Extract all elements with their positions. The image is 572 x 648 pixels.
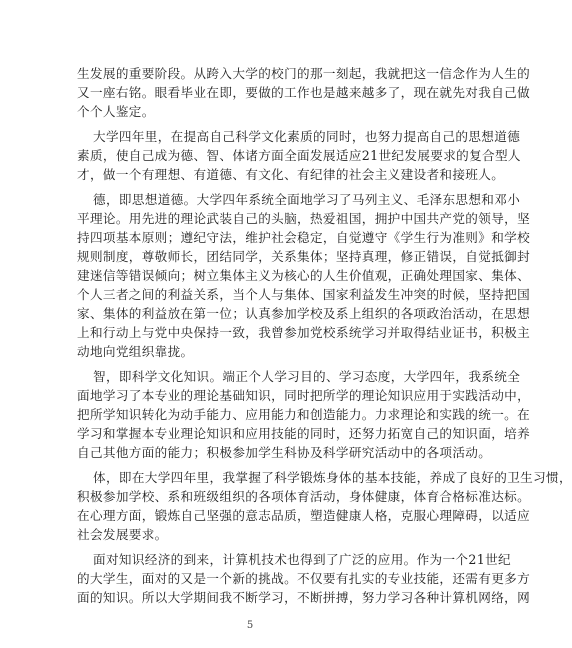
text-line: 学习和掌握本专业理论知识和应用技能的同时，还努力拓宽自己的知识面，培养 xyxy=(77,426,531,441)
text-line: 在心理方面，锻炼自己坚强的意志品质，塑造健康人格，克服心理障碍，以适应 xyxy=(77,508,531,523)
text-line: 素质，使自己成为德、智、体诸方面全面发展适应21世纪发展要求的复合型人 xyxy=(77,148,521,163)
text-line: 规则制度，尊敬师长，团结同学，关系集体；坚持真理，修正错误，自觉抵御封 xyxy=(77,249,531,264)
text-line: 个人三者之间的利益关系，当个人与集体、国家利益发生冲突的时候，坚持把国 xyxy=(77,287,531,302)
text-line: 才，做一个有理想、有道德、有文化、有纪律的社会主义建设者和接班人。 xyxy=(77,167,505,182)
text-line: 社会发展要求。 xyxy=(77,527,168,542)
text-line: 又一座右铭。眼看毕业在即，要做的工作也是越来越多了，现在就先对我自己做 xyxy=(77,85,531,100)
page-number: 5 xyxy=(246,620,254,631)
text-line: 建迷信等错误倾向；树立集体主义为核心的人生价值观，正确处理国家、集体、 xyxy=(77,268,531,283)
paragraph-first-line: 大学四年里，在提高自己科学文化素质的同时，也努力提高自己的思想道德 xyxy=(93,129,521,144)
text-line: 把所学知识转化为动手能力、应用能力和创造能力。力求理论和实践的统一。在 xyxy=(77,407,531,422)
text-line: 持四项基本原则；遵纪守法，维护社会稳定，自觉遵守《学生行为准则》和学校 xyxy=(77,230,531,245)
paragraph-first-line: 智，即科学文化知识。端正个人学习目的、学习态度，大学四年，我系统全 xyxy=(93,369,521,384)
text-line: 面地学习了本专业的理论基础知识，同时把所学的理论知识应用于实践活动中， xyxy=(77,388,531,403)
paragraph-first-line: 德，即思想道德。大学四年系统全面地学习了马列主义、毛泽东思想和邓小 xyxy=(93,192,521,207)
text-line: 动地向党组织靠拢。 xyxy=(77,344,194,359)
text-line: 积极参加学校、系和班级组织的各项体育活动，身体健康，体育合格标准达标。 xyxy=(77,489,531,504)
text-line: 面的知识。所以大学期间我不断学习，不断拼搏，努力学习各种计算机网络，网 xyxy=(77,590,531,605)
text-line: 个个人鉴定。 xyxy=(77,104,155,119)
text-line: 生发展的重要阶段。从跨入大学的校门的那一刻起，我就把这一信念作为人生的 xyxy=(77,66,531,81)
paragraph-first-line: 体，即在大学四年里，我掌握了科学锻炼身体的基本技能，养成了良好的卫生习惯， xyxy=(93,470,572,485)
text-line: 的大学生，面对的又是一个新的挑战。不仅要有扎实的专业技能，还需有更多方 xyxy=(77,571,531,586)
text-line: 家、集体的利益放在第一位；认真参加学校及系上组织的各项政治活动，在思想 xyxy=(77,306,531,321)
paragraph-first-line: 面对知识经济的到来，计算机技术也得到了广泛的应用。作为一个21世纪 xyxy=(93,552,511,567)
text-line: 自己其他方面的能力；积极参加学生科协及科学研究活动中的各项活动。 xyxy=(77,445,492,460)
text-line: 平理论。用先进的理论武装自己的头脑，热爱祖国，拥护中国共产党的领导，坚 xyxy=(77,211,531,226)
text-line: 上和行动上与党中央保持一致，我曾参加党校系统学习并取得结业证书，积极主 xyxy=(77,325,531,340)
